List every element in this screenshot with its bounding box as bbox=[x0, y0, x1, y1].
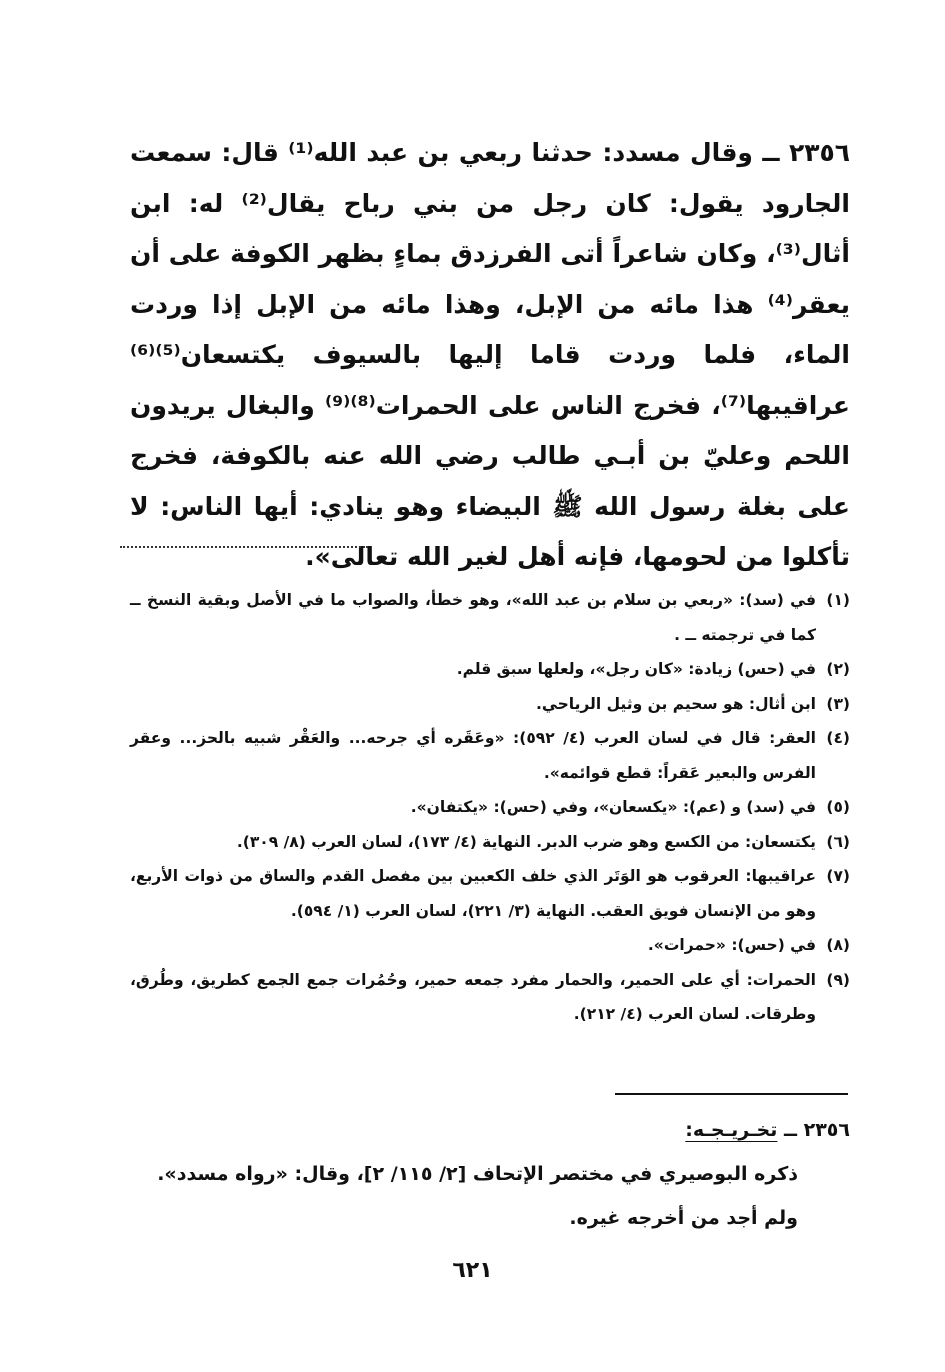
footnote-8 bbox=[130, 928, 850, 963]
takhrij-heading bbox=[130, 1108, 850, 1152]
footnote-number: (٩) bbox=[826, 970, 850, 989]
takhrij-label: تخـريـجـه: bbox=[685, 1119, 778, 1141]
footnote-number: (١) bbox=[826, 591, 850, 609]
hadith-number: ٢٣٥٦ bbox=[788, 138, 850, 167]
footnote-2 bbox=[130, 652, 850, 687]
takhrij-divider bbox=[615, 1093, 848, 1095]
footnote-number: (٨) bbox=[826, 936, 850, 954]
footnote-number: (٤) bbox=[826, 729, 850, 747]
footnote-5 bbox=[130, 790, 850, 825]
footnote-number: (٧) bbox=[826, 867, 850, 885]
footnote-9 bbox=[130, 963, 850, 1032]
footnote-text: عراقيبها: العرقوب هو الوَتَر الذي خلف الكعبين بين مفصل القدم والساق من ذوات الأربع، وهو من الإنسان فويق العقب. النهاية (٣/ ٢٢١)، لسان العرب (١/ ٥٩٤). bbox=[130, 867, 816, 920]
footnote-number: (٢) bbox=[826, 660, 850, 678]
footnote-7 bbox=[130, 859, 850, 928]
hadith-text bbox=[130, 128, 850, 583]
page-number: ٦٢١ bbox=[452, 1258, 493, 1283]
takhrij-number: ٢٣٥٦ ــ bbox=[784, 1119, 850, 1141]
hadith-body: ــ وقال مسدد: حدثنا ربعي بن عبد الله⁽¹⁾ قال: سمعت الجارود يقول: كان رجل من بني رباح يقال⁽²⁾ له: ابن أثال⁽³⁾، وكان شاعراً أتى الفرزدق بماءٍ بظهر الكوفة على أن يعقر⁽⁴⁾ هذا مائه من الإبل، وهذا مائه من الإبل إذا وردت الماء، فلما وردت قاما إليها بالسيوف يكتسعان⁽⁵⁾⁽⁶⁾ عراقيبها⁽⁷⁾، فخرج الناس على الحمرات⁽⁸⁾⁽⁹⁾ والبغال يريدون اللحم وعليّ بن أبـي طالب رضي الله عنه بالكوفة، فخرج على بغلة رسول الله ﷺ البيضاء وهو ينادي: أيها الناس: لا تأكلوا من لحومها، فإنه أهل لغير الله تعالى». bbox=[130, 138, 850, 571]
footnote-separator bbox=[120, 546, 368, 548]
footnote-text: العقر: قال في لسان العرب (٤/ ٥٩٢): «وعَقَره أي جرحه... والعَقْر شبيه بالحز... وعقر الفرس والبعير عَقراً: قطع قوائمه». bbox=[130, 729, 816, 782]
footnote-number: (٦) bbox=[826, 832, 850, 851]
footnote-text: في (سد) و (عم): «يكسعان»، وفي (حس): «يكتفان». bbox=[410, 798, 816, 816]
footnote-text: ابن أثال: هو سحيم بن وثيل الرياحي. bbox=[536, 694, 816, 713]
takhrij-line-1: ذكره البوصيري في مختصر الإتحاف [٢/ ١١٥/ ٢]، وقال: «رواه مسدد». bbox=[157, 1163, 798, 1185]
footnote-text: في (حس): «حمرات». bbox=[647, 936, 816, 954]
takhrij-line-2: ولم أجد من أخرجه غيره. bbox=[569, 1207, 798, 1229]
footnote-3 bbox=[130, 687, 850, 722]
footnote-text: في (سد): «ربعي بن سلام بن عبد الله»، وهو خطأ، والصواب ما في الأصل وبقية النسخ ــ كما في ترجمته ــ . bbox=[130, 591, 816, 644]
footnote-4 bbox=[130, 721, 850, 790]
footnote-text: يكتسعان: من الكسع وهو ضرب الدبر. النهاية (٤/ ١٧٣)، لسان العرب (٨/ ٣٠٩). bbox=[236, 832, 816, 851]
footnotes bbox=[130, 583, 850, 1032]
footnote-text: الحمرات: أي على الحمير، والحمار مفرد جمعه حمير، وحُمُرات جمع الجمع كطريق، وطُرق، وطرقات. لسان العرب (٤/ ٢١٢). bbox=[130, 970, 816, 1023]
footnote-text: في (حس) زيادة: «كان رجل»، ولعلها سبق قلم. bbox=[456, 660, 816, 678]
takhrij-section bbox=[130, 1108, 850, 1240]
footnote-number: (٣) bbox=[826, 694, 850, 713]
footnote-number: (٥) bbox=[826, 798, 850, 816]
footnote-6 bbox=[130, 825, 850, 860]
footnote-1 bbox=[130, 583, 850, 652]
